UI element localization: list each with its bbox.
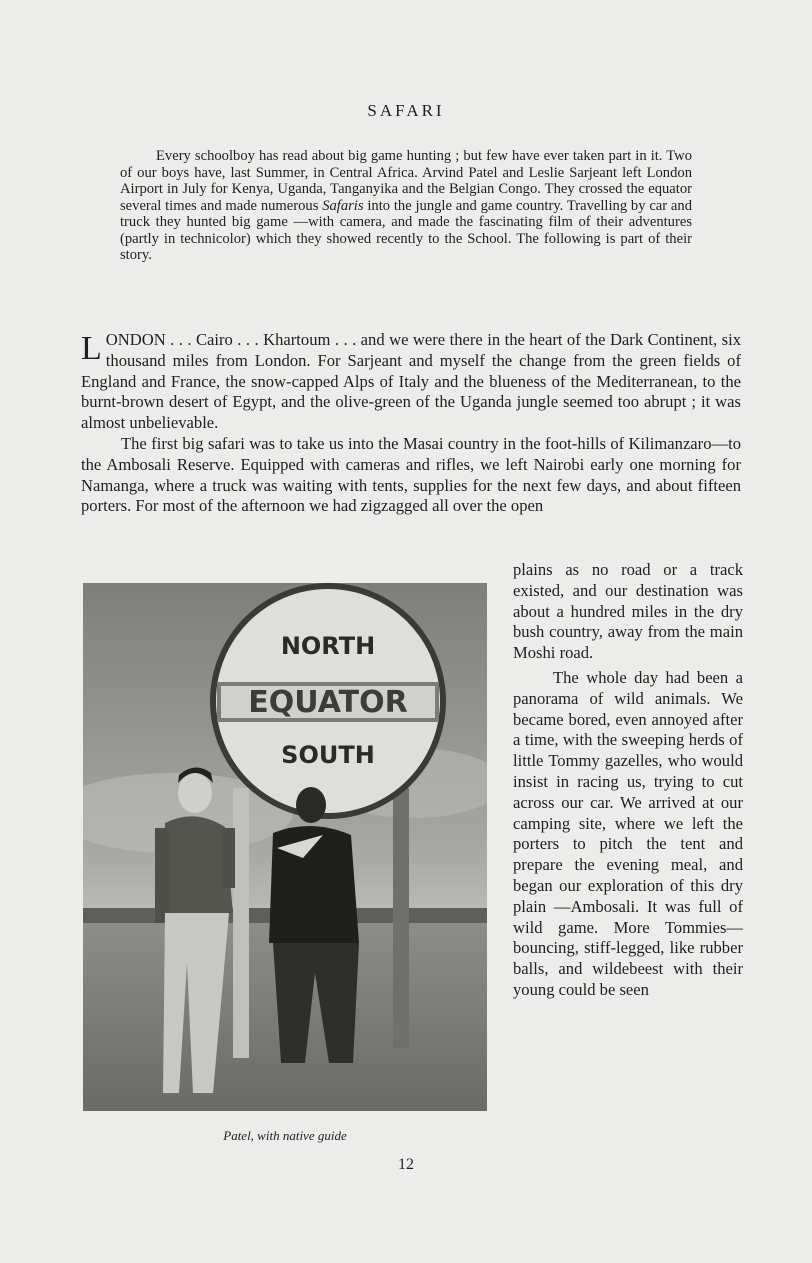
body-paragraph-2: The first big safari was to take us into the Masai country in the foot-hills of Kilimanzaro—to the Ambosali Reserve. Equipped with cameras and rifles, we left Nairobi early one morning for Namanga, where a truck was waiting with tents, supplies for the next few days, and about fifteen porters. For most of the afternoon we had zigzagged all over the open: [81, 433, 741, 516]
body-paragraph-1: LONDON . . . Cairo . . . Khartoum . . . and we were there in the heart of the Dark Continent, six thousand miles from London. For Sarjeant and myself the change from the green fields of England and France, the snow-capped Alps of Italy and the blueness of the Mediterranean, to the burnt-brown desert of Egypt, and the olive-green of the Uganda jungle seemed too abrupt ; it was almost unbelievable.: [81, 330, 741, 433]
body-paragraph-2-continued: plains as no road or a track existed, and our destination was about a hundred miles in the dry bush country, away from the main Moshi road.: [513, 560, 743, 663]
sign-north-text: NORTH: [280, 632, 376, 660]
article-title: SAFARI: [367, 101, 445, 120]
body-paragraph-3: The whole day had been a panorama of wild animals. We became bored, even annoyed after a time, with the sweeping herds of little Tommy gazelles, who would insist in racing us, trying to cut across our car. We arrived at our camping site, where we left the porters to pitch the tent and prepare the evening meal, and began our exploration of this dry plain —Ambosali. It was full of wild game. More Tommies—bouncing, stiff-legged, like rubber balls, and wildebeest with their young could be seen: [513, 667, 743, 999]
body-text-column: [513, 560, 743, 1001]
intro-text-end: into the jungle and game country. Travelling by car and truck they hunted big game —with camera, and made the fascinating film of their adventures (partly in technicolor) which they showed recently to the School. The following is part of their story.: [120, 197, 693, 263]
body-text-top: [81, 330, 741, 517]
sign-equator-text: EQUATOR: [248, 685, 408, 720]
sign-south-text: SOUTH: [281, 741, 375, 769]
page-number: 12: [398, 1156, 414, 1173]
intro-text: Every schoolboy has read about big game hunting ; but few have ever taken part in it. Two of our boys have, last Summer, in Central Africa. Arvind Patel and Leslie Sarjeant left London Airport in July for Kenya, Uganda, Tanganyika and the Belgian Congo. They crossed the equator several times and made numerous: [120, 148, 692, 214]
drop-cap: L: [81, 330, 102, 367]
intro-paragraph: [120, 148, 692, 264]
photo-illustration: [83, 583, 487, 1111]
intro-italic: Safaris: [322, 197, 364, 214]
photo-equator-sign: [83, 583, 487, 1111]
photo-caption: Patel, with native guide: [223, 1128, 347, 1143]
